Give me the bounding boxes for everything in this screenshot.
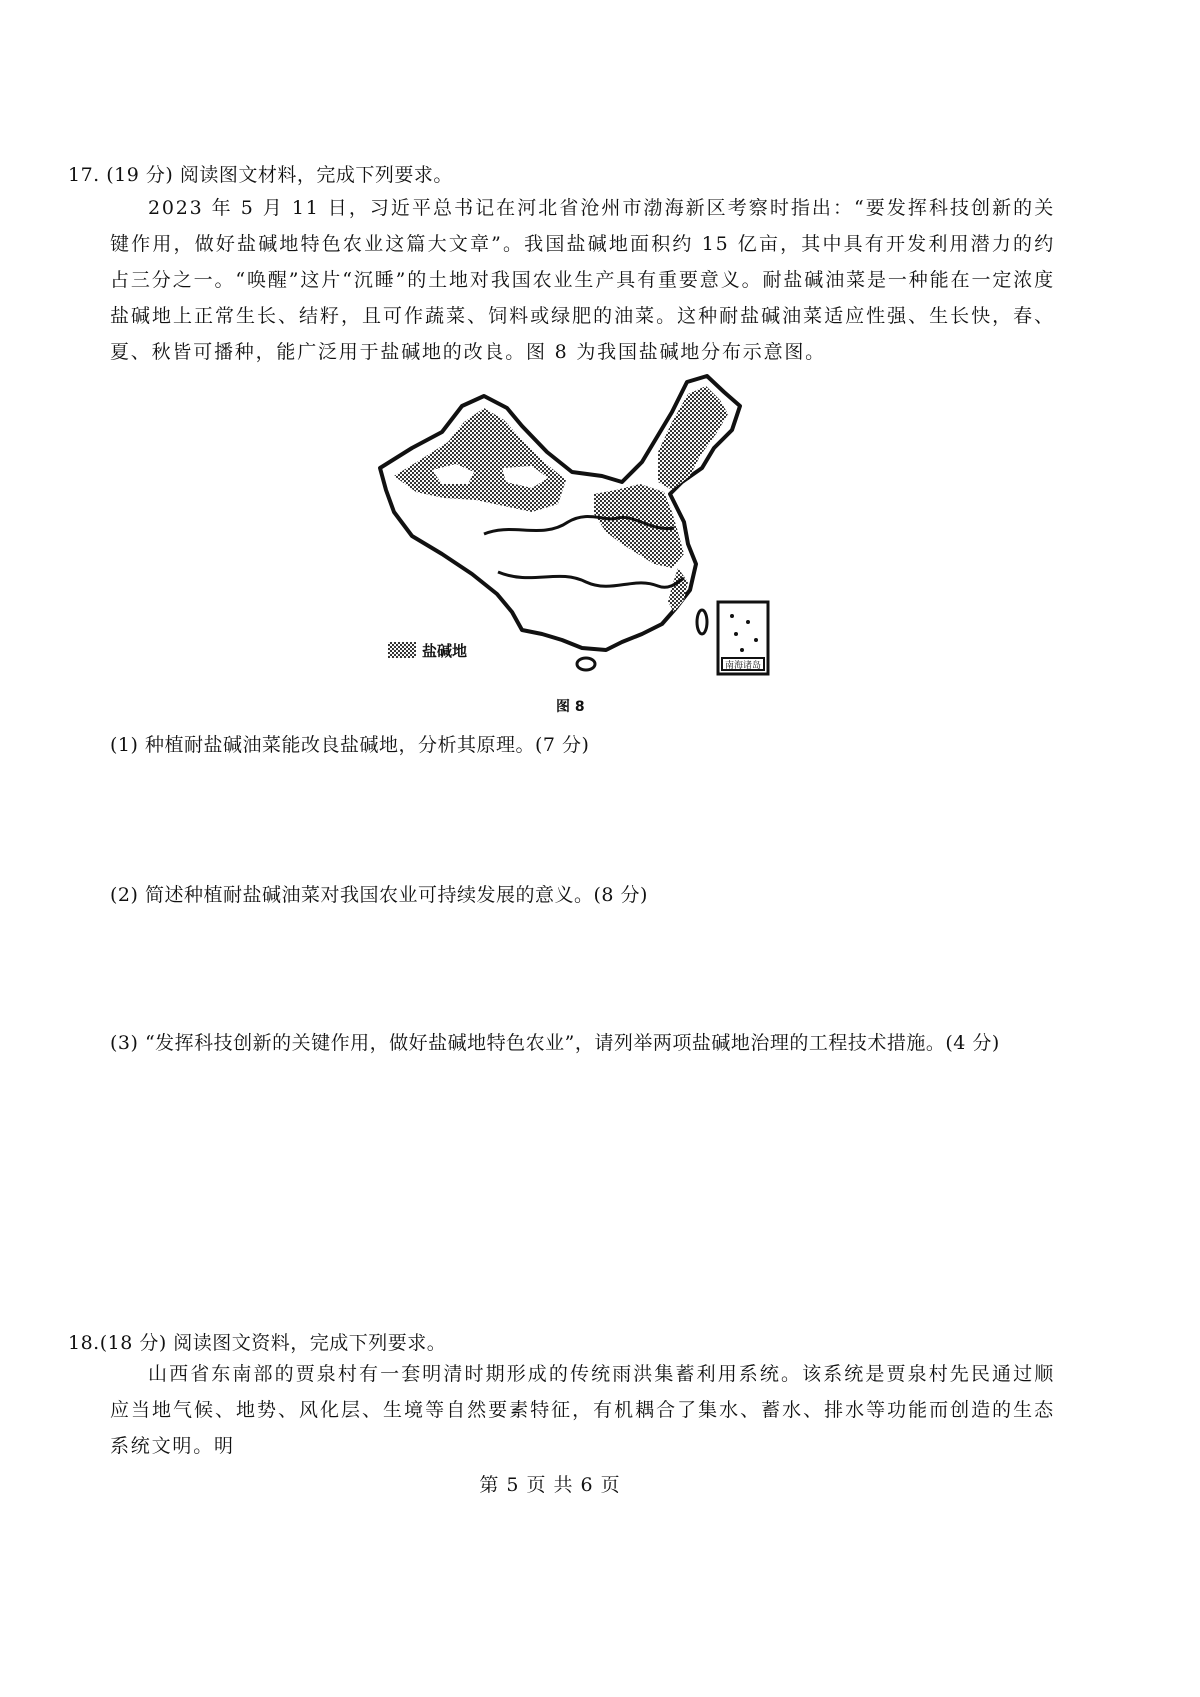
taiwan-island <box>697 610 707 634</box>
q17-sub1: (1) 种植耐盐碱油菜能改良盐碱地，分析其原理。(7 分) <box>110 734 590 756</box>
q18-paragraph: 山西省东南部的贾泉村有一套明清时期形成的传统雨洪集蓄利用系统。该系统是贾泉村先民通过顺应当地气候、地势、风化层、生境等自然要素特征，有机耦合了集水、蓄水、排水等功能而创造的生态系统文明。明 <box>110 1363 1055 1457</box>
q17-sub3: (3) “发挥科技创新的关键作用，做好盐碱地特色农业”，请列举两项盐碱地治理的工程技术措施。(4 分) <box>110 1032 1000 1054</box>
q18-title: 18.(18 分) 阅读图文资料，完成下列要求。 <box>68 1332 447 1354</box>
q17-sub2: (2) 简述种植耐盐碱油菜对我国农业可持续发展的意义。(8 分) <box>110 884 648 906</box>
inset-label: 南海诸岛 <box>724 661 762 671</box>
page-footer: 第 5 页 共 6 页 <box>479 1474 621 1496</box>
hainan-island <box>577 658 595 670</box>
q18-material <box>110 1356 1055 1464</box>
legend-swatch <box>388 642 416 658</box>
q17-title: 17. (19 分) 阅读图文材料，完成下列要求。 <box>68 164 453 186</box>
figure-8-caption: 图 8 <box>556 699 585 715</box>
q17-paragraph: 2023 年 5 月 11 日，习近平总书记在河北省沧州市渤海新区考察时指出：“要发挥科技创新的关键作用，做好盐碱地特色农业这篇大文章”。我国盐碱地面积约 15 亿亩，其中具有开发利用潜力的约占三分之一。“唤醒”这片“沉睡”的土地对我国农业生产具有重要意义。耐盐碱油菜是一种能在一定浓度盐碱地上正常生长、结籽，且可作蔬菜、饲料或绿肥的油菜。这种耐盐碱油菜适应性强、生长快，春、夏、秋皆可播种，能广泛用于盐碱地的改良。图 8 为我国盐碱地分布示意图。 <box>110 197 1055 363</box>
figure-8 <box>372 372 792 692</box>
q17-material <box>110 190 1055 370</box>
china-saline-map <box>372 372 792 692</box>
legend-label: 盐碱地 <box>422 642 468 660</box>
